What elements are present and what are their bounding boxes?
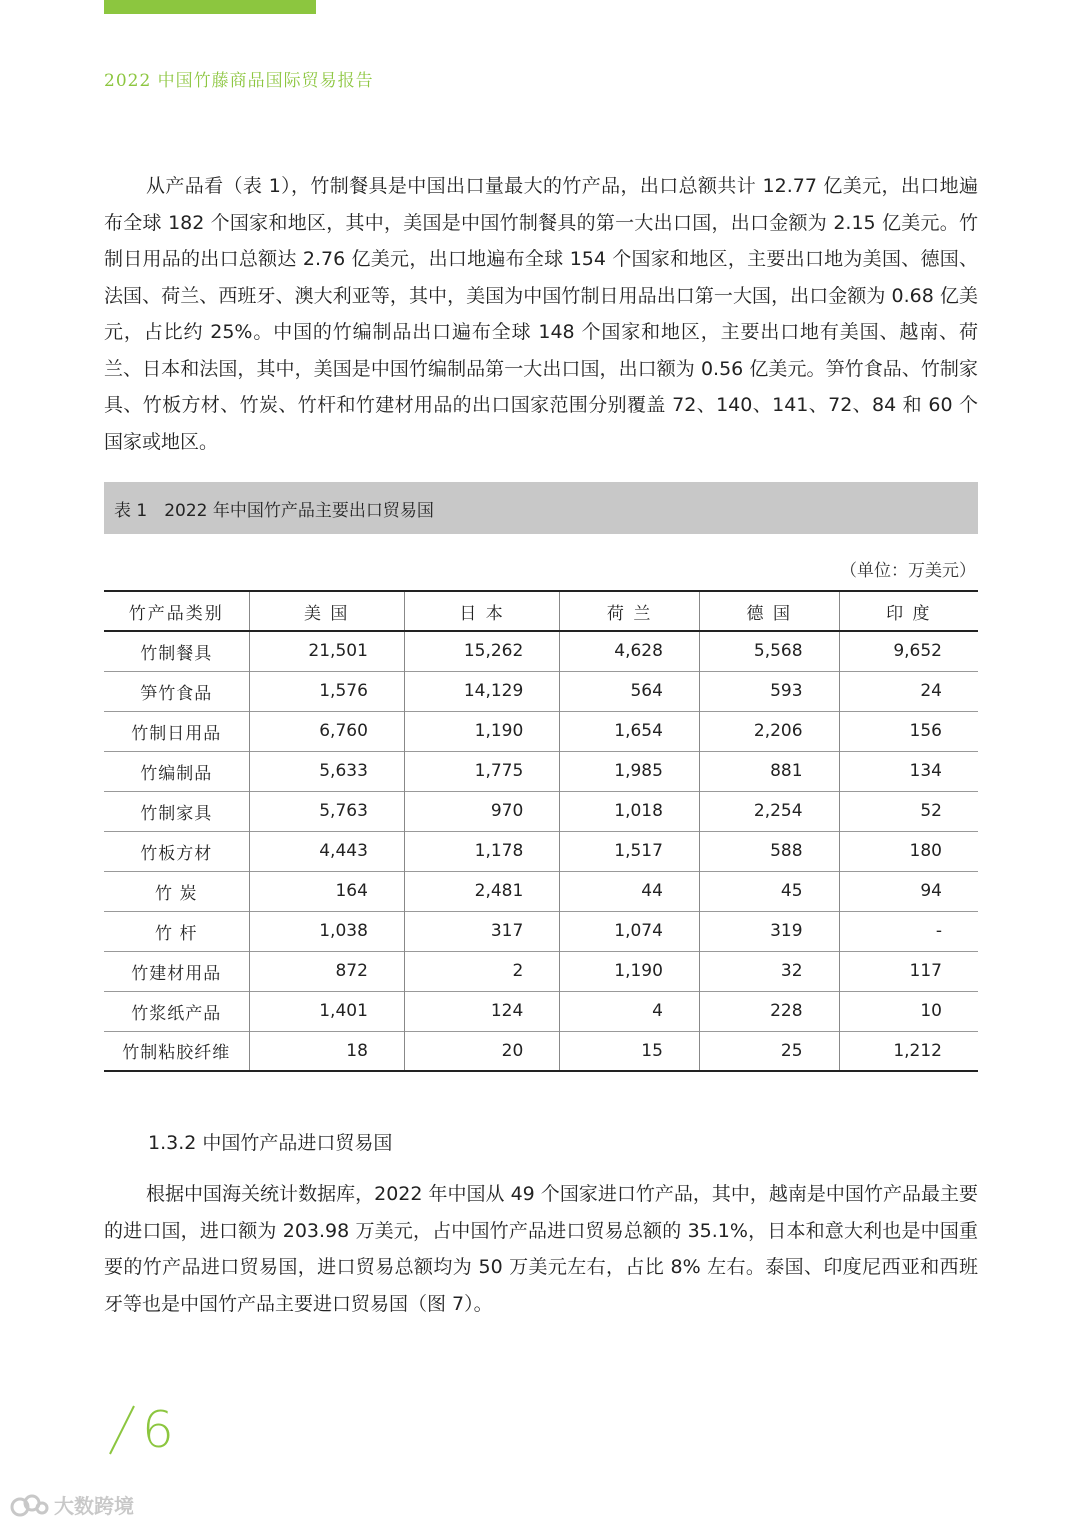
table-cell-category: 竹制粘胶纤维	[104, 1031, 249, 1071]
table-cell-value: 1,212	[893, 1040, 942, 1061]
table-cell-value: 593	[699, 671, 839, 711]
page-number-value: 6	[142, 1401, 174, 1459]
table-cell-category: 竹建材用品	[104, 951, 249, 991]
table-unit-note: （单位：万美元）	[840, 561, 976, 581]
export-countries-table	[104, 590, 978, 1072]
table-cell-value: 9,652	[893, 641, 942, 662]
table-cell-value: 117	[909, 961, 942, 981]
table-cell-value: 2,254	[699, 791, 839, 831]
table-cell-value: 20	[404, 1031, 559, 1071]
table-cell-value: 5,568	[699, 631, 839, 671]
table-cell-category: 竹制家具	[104, 791, 249, 831]
column-header-usa: 美 国	[249, 591, 404, 631]
table-body	[104, 631, 978, 1071]
table-cell-value: 2	[404, 951, 559, 991]
table-cell-value: 4,443	[249, 831, 404, 871]
top-accent-bar	[104, 0, 316, 14]
table-row	[104, 911, 978, 951]
paragraph-export-overview: 从产品看（表 1），竹制餐具是中国出口量最大的竹产品，出口总额共计 12.77 亿美元，出口地遍布全球 182 个国家和地区，其中，美国是中国竹制餐具的第一大出口国，出口金额为 2.15 亿美元。竹制日用品的出口总额达 2.76 亿美元，出口地遍布全球 154 个国家和地区，主要出口地为美国、德国、法国、荷兰、西班牙、澳大利亚等，其中，美国为中国竹制日用品出口第一大国，出口金额为 0.68 亿美元，占比约 25%。中国的竹编制品出口遍布全球 148 个国家和地区，主要出口地有美国、越南、荷兰、日本和法国，其中，美国是中国竹编制品第一大出口国，出口额为 0.56 亿美元。笋竹食品、竹制家具、竹板方材、竹炭、竹杆和竹建材用品的出口国家范围分别覆盖 72、140、141、72、84 和 60 个国家或地区。	[104, 175, 978, 453]
table-cell-value: 164	[249, 871, 404, 911]
table-cell-value: 872	[249, 951, 404, 991]
table-cell-value: 317	[404, 911, 559, 951]
table-row	[104, 831, 978, 871]
column-header-netherlands: 荷 兰	[560, 591, 700, 631]
table-cell-value: 1,576	[249, 671, 404, 711]
table-row	[104, 1031, 978, 1071]
table-cell-value: 15,262	[404, 631, 559, 671]
table-cell-category: 笋竹食品	[104, 671, 249, 711]
table-cell-category: 竹 杆	[104, 911, 249, 951]
table-cell-value: 45	[699, 871, 839, 911]
page-number	[104, 1400, 174, 1460]
table-row	[104, 711, 978, 751]
table-cell-value: 15	[560, 1031, 700, 1071]
table-cell-value: 10	[920, 1001, 942, 1021]
table-cell-value: 1,190	[560, 951, 700, 991]
table-cell-value: 1,985	[560, 751, 700, 791]
table-cell-category: 竹板方材	[104, 831, 249, 871]
table-cell-value: 970	[404, 791, 559, 831]
table-cell-value: 25	[699, 1031, 839, 1071]
table-cell-value: 1,178	[404, 831, 559, 871]
column-header-category: 竹产品类别	[104, 591, 249, 631]
table-cell-value: 4	[560, 991, 700, 1031]
table-cell-value: 564	[560, 671, 700, 711]
table-cell-value: 2,481	[404, 871, 559, 911]
table-cell-value: 319	[699, 911, 839, 951]
table-cell-value: 4,628	[560, 631, 700, 671]
table-cell-value: 1,074	[560, 911, 700, 951]
table-cell-category: 竹编制品	[104, 751, 249, 791]
table-cell-value: 1,401	[249, 991, 404, 1031]
column-header-japan: 日 本	[404, 591, 559, 631]
table-cell-value: 5,763	[249, 791, 404, 831]
table-cell-value: 156	[909, 721, 942, 741]
table-cell-value: 228	[699, 991, 839, 1031]
table-row	[104, 951, 978, 991]
table-row	[104, 631, 978, 671]
table-cell-value: 94	[920, 881, 942, 901]
table-cell-value: 588	[699, 831, 839, 871]
table-cell-value: 134	[909, 761, 942, 781]
column-header-germany: 德 国	[699, 591, 839, 631]
page-slash-icon	[104, 1400, 140, 1460]
table-cell-value: 52	[920, 801, 942, 821]
table-cell-value: 1,018	[560, 791, 700, 831]
watermark-logo-icon	[10, 1493, 50, 1517]
table-cell-value: 2,206	[699, 711, 839, 751]
table-header-row	[104, 591, 978, 631]
table-cell-value: 5,633	[249, 751, 404, 791]
table-cell-value: 18	[249, 1031, 404, 1071]
table-cell-value: 1,775	[404, 751, 559, 791]
table-row	[104, 791, 978, 831]
table-row	[104, 671, 978, 711]
table-cell-value: 124	[404, 991, 559, 1031]
table-cell-category: 竹制餐具	[104, 631, 249, 671]
table-cell-value: 44	[560, 871, 700, 911]
table-cell-value: 1,654	[560, 711, 700, 751]
table-cell-category: 竹浆纸产品	[104, 991, 249, 1031]
table-cell-value: 14,129	[404, 671, 559, 711]
table-cell-value: 6,760	[249, 711, 404, 751]
table-cell-category: 竹 炭	[104, 871, 249, 911]
table-row	[104, 751, 978, 791]
section-heading: 1.3.2 中国竹产品进口贸易国	[148, 1132, 393, 1154]
watermark-text: 大数跨境	[54, 1494, 134, 1518]
table-cell-value: 881	[699, 751, 839, 791]
table-cell-value: 21,501	[249, 631, 404, 671]
watermark	[10, 1490, 134, 1519]
table-cell-value: 1,038	[249, 911, 404, 951]
table-cell-value: 1,517	[560, 831, 700, 871]
table-cell-value: 24	[920, 681, 942, 701]
paragraph-import-overview: 根据中国海关统计数据库，2022 年中国从 49 个国家进口竹产品，其中，越南是中国竹产品最主要的进口国，进口额为 203.98 万美元，占中国竹产品进口贸易总额的 35.1%，日本和意大利也是中国重要的竹产品进口贸易国，进口贸易总额均为 50 万美元左右，占比 8% 左右。泰国、印度尼西亚和西班牙等也是中国竹产品主要进口贸易国（图 7）。	[104, 1183, 978, 1315]
table-row	[104, 871, 978, 911]
table-cell-value: -	[935, 921, 942, 941]
table-caption: 表 1 2022 年中国竹产品主要出口贸易国	[104, 482, 978, 534]
report-running-header: 2022 中国竹藤商品国际贸易报告	[104, 71, 374, 91]
table-cell-value: 1,190	[404, 711, 559, 751]
table-cell-category: 竹制日用品	[104, 711, 249, 751]
table-cell-value: 32	[699, 951, 839, 991]
table-cell-value: 180	[909, 841, 942, 861]
column-header-india: 印 度	[886, 603, 932, 624]
table-row	[104, 991, 978, 1031]
